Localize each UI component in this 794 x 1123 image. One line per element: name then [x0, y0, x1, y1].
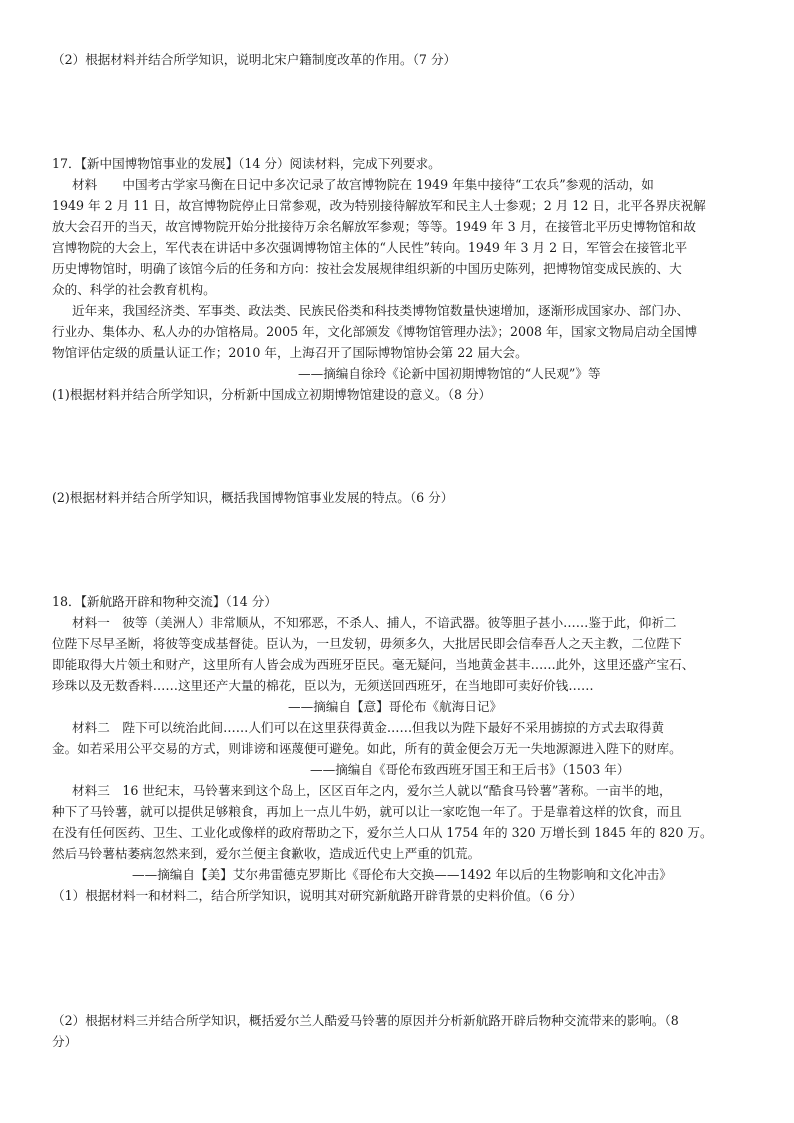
material-source: ——摘编自《哥伦布致西班牙国王和王后书》（1503 年） — [310, 762, 630, 777]
material-line: 即能取得大片领土和财产，这里所有人皆会成为西班牙臣民。毫无疑问，当地黄金甚丰……此外，这里还盛产宝石、 — [52, 657, 695, 672]
material-line: 历史博物馆时，明确了该馆今后的任务和方向：按社会发展规律组织新的中国历史陈列，把博物馆变成民族的、大 — [52, 261, 682, 276]
material-line: 位陛下尽早圣断，将彼等变成基督徒。臣认为，一旦发轫，毋须多久，大批居民即会信奉吾人之天主教，二位陛下 — [52, 636, 682, 651]
question-17-2: (2)根据材料并结合所学知识，概括我国博物馆事业发展的特点。（6 分） — [52, 490, 454, 505]
material-line: 宫博物院的大会上，军代表在讲话中多次强调博物馆主体的“人民性”转向。1949 年 3 月 2 日，军管会在接管北平 — [52, 240, 688, 255]
question-18-2: （2）根据材料三并结合所学知识，概括爱尔兰人酷爱马铃薯的原因并分析新航路开辟后物种交流带来的影响。（8 — [52, 1013, 679, 1028]
material-line: 在没有任何医药、卫生、工业化或像样的政府帮助之下，爱尔兰人口从 1754 年的 320 万增长到 1845 年的 820 万。 — [52, 825, 713, 840]
material-line: 1949 年 2 月 11 日，故宫博物院停止日常参观，改为特别接待解放军和民主人士参观；2 月 12 日，北平各界庆祝解 — [52, 198, 706, 213]
material-line: 金。如若采用公平交易的方式，则诽谤和诬蔑便可避免。如此，所有的黄金便会万无一失地源源进入陛下的财库。 — [52, 741, 682, 756]
material-source: ——摘编自【美】艾尔弗雷德克罗斯比《哥伦布大交换——1492 年以后的生物影响和文化冲击》 — [132, 867, 672, 882]
material-line: 材料 中国考古学家马衡在日记中多次记录了故宫博物院在 1949 年集中接待“工农兵”参观的活动，如 — [72, 177, 654, 192]
question-17-1: (1)根据材料并结合所学知识，分析新中国成立初期博物馆建设的意义。（8 分） — [52, 387, 492, 402]
material-source: ——摘编自徐玲《论新中国初期博物馆的“人民观”》等 — [298, 366, 601, 381]
question-17-heading: 17．【新中国博物馆事业的发展】（14 分）阅读材料，完成下列要求。 — [52, 156, 441, 171]
question-18-1: （1）根据材料一和材料二，结合所学知识，说明其对研究新航路开辟背景的史料价值。（6 分） — [52, 888, 583, 903]
material-line: 种下了马铃薯，就可以提供足够粮食，再加上一点儿牛奶，就可以让一家吃饱一年了。于是靠着这样的饮食，而且 — [52, 804, 682, 819]
question-18-heading: 18．【新航路开辟和物种交流】（14 分） — [52, 594, 277, 609]
question-18-2-cont: 分） — [52, 1034, 78, 1049]
material-line: 材料三 16 世纪末，马铃薯来到这个岛上，区区百年之内，爱尔兰人就以“酷食马铃薯”著称。一亩半的地， — [72, 783, 672, 798]
material-line: 近年来，我国经济类、军事类、政法类、民族民俗类和科技类博物馆数量快速增加，逐渐形成国家办、部门办、 — [72, 303, 690, 318]
material-line: 物馆评估定级的质量认证工作；2010 年，上海召开了国际博物馆协会第 22 届大会。 — [52, 345, 528, 360]
material-source: ——摘编自【意】哥伦布《航海日记》 — [288, 699, 503, 714]
material-line: 珍珠以及无数香料……这里还产大量的棉花，臣以为，无须送回西班牙，在当地即可卖好价钱…… — [52, 678, 594, 693]
material-line: 材料二 陛下可以统治此间……人们可以在这里获得黄金……但我以为陛下最好不采用掳掠的方式去取得黄 — [72, 720, 664, 735]
material-line: 放大会召开的当天，故宫博物院开始分批接待万余名解放军参观；等等。1949 年 3 月，在接管北平历史博物馆和故 — [52, 219, 696, 234]
material-line: 然后马铃薯枯萎病忽然来到，爱尔兰便主食歉收，造成近代史上严重的饥荒。 — [52, 846, 481, 861]
question-16-2: （2）根据材料并结合所学知识，说明北宋户籍制度改革的作用。（7 分） — [52, 52, 457, 67]
material-line: 行业办、集体办、私人办的办馆格局。2005 年，文化部颁发《博物馆管理办法》；2008 年，国家文物局启动全国博 — [52, 324, 698, 339]
material-line: 众的、科学的社会教育机构。 — [52, 282, 216, 297]
material-line: 材料一 彼等（美洲人）非常顺从，不知邪恶，不杀人、捕人，不谙武器。彼等胆子甚小……鉴于此，仰祈二 — [72, 615, 677, 630]
